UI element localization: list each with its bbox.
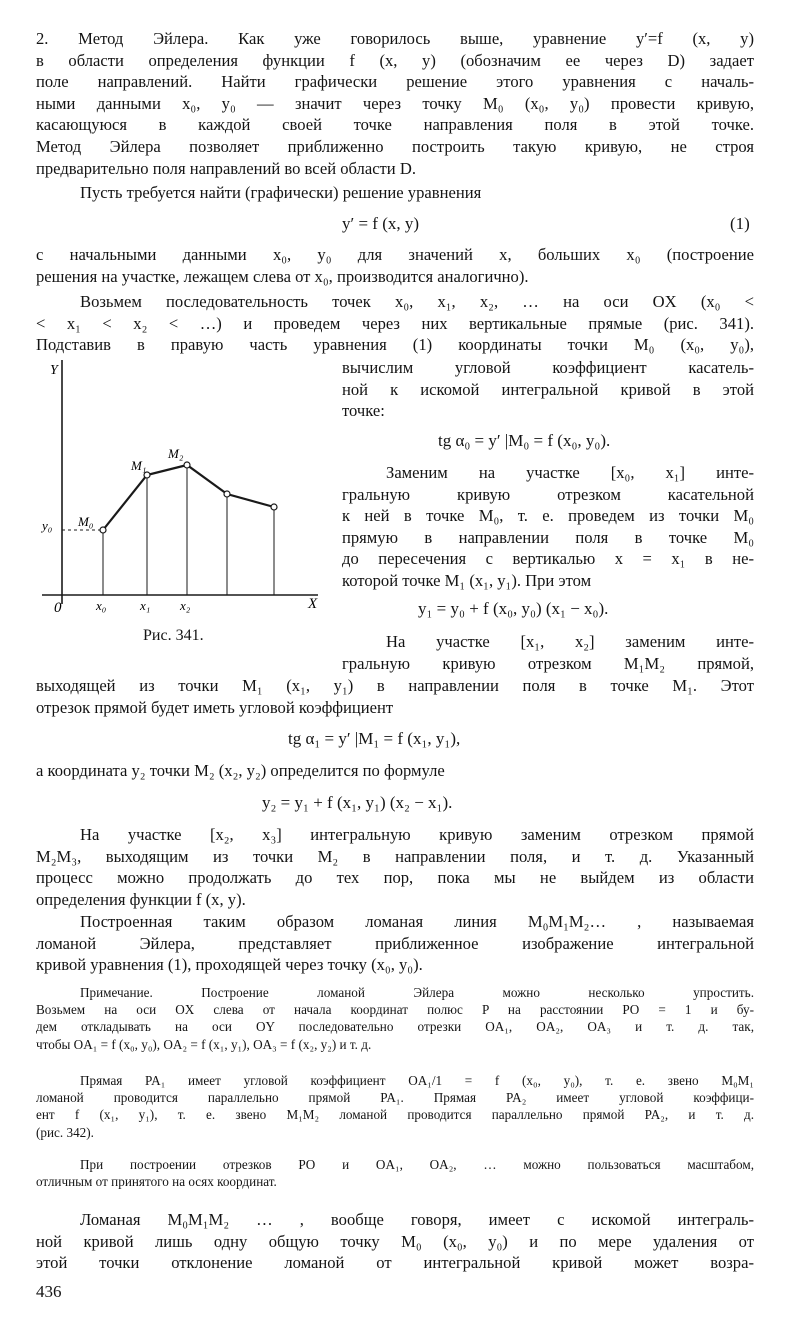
text-line: точке: bbox=[342, 401, 385, 421]
text-line: в области определения функции f (x, y) (обозначим ее через D) задает bbox=[36, 50, 754, 70]
paragraph-next-segment-cont bbox=[36, 675, 754, 718]
text-line: ломаной Эйлера, представляет приближенное изображение интегральной bbox=[36, 933, 754, 953]
text-line: Примечание. Построение ломаной Эйлера можно несколько упростить. bbox=[80, 985, 754, 1000]
text-line: Подставив в правую часть уравнения (1) координаты точки M₀ (x₀, y₀), bbox=[36, 335, 754, 355]
label-x2: x₂ bbox=[180, 598, 191, 613]
note-scale bbox=[36, 1156, 754, 1190]
text-line: процесс можно продолжать до тех пор, пока мы не выйдем из области bbox=[36, 868, 754, 888]
label-x0: x₀ bbox=[96, 598, 107, 613]
text-line: кривой уравнения (1), проходящей через точку (x₀, y₀). bbox=[36, 955, 423, 975]
text-line: поле направлений. Найти графически решение этого уравнения с началь- bbox=[36, 72, 754, 92]
text-line: а координата y₂ точки M₂ (x₂, y₂) определится по формуле bbox=[36, 761, 445, 780]
text-line: Заменим на участке [x₀, x₁] инте- bbox=[386, 463, 754, 482]
text-line: до пересечения с вертикалью x = x₁ в не- bbox=[342, 549, 754, 569]
label-m1: M₁ bbox=[131, 458, 147, 473]
equation-y2: y₂ = y₁ + f (x₁, y₁) (x₂ − x₁). bbox=[262, 793, 453, 812]
paragraph-sequence bbox=[36, 291, 754, 356]
text-line: прямую в направлении поля в точке M₀ bbox=[342, 527, 754, 547]
text-line: отрезок прямой будет иметь угловой коэффициент bbox=[36, 697, 394, 717]
paragraph-y2 bbox=[36, 760, 754, 782]
label-m2: M₂ bbox=[168, 446, 184, 461]
origin-label: 0 bbox=[54, 600, 62, 616]
text-line: отличным от принятого на осях координат. bbox=[36, 1174, 277, 1190]
paragraph-euler-method-intro bbox=[36, 28, 754, 179]
text-line: Пусть требуется найти (графически) решение уравнения bbox=[80, 183, 482, 202]
label-m0: M₀ bbox=[78, 514, 94, 529]
paragraph-next-segment bbox=[342, 631, 754, 674]
text-line: M₂M₃, выходящим из точки M₂ в направлении поля, и т. д. Указанный bbox=[36, 846, 754, 866]
note-slope bbox=[36, 1072, 754, 1141]
text-line: ломаной проводится параллельно прямой PA₁. Прямая PA₂ имеет угловой коэффици- bbox=[36, 1090, 754, 1106]
label-y0: y₀ bbox=[42, 518, 53, 533]
euler-polyline bbox=[103, 465, 274, 530]
note-simplification bbox=[36, 984, 754, 1053]
paragraph-continue-process bbox=[36, 824, 754, 910]
text-line: ной к искомой интегральной кривой в этой bbox=[342, 379, 754, 399]
text-line: предварительно поля направлений во всей области D. bbox=[36, 158, 416, 178]
page-number: 436 bbox=[36, 1282, 62, 1301]
text-line: Ломаная M₀M₁M₂ … , вообще говоря, имеет с искомой интеграль- bbox=[80, 1210, 754, 1229]
text-line: (рис. 342). bbox=[36, 1124, 94, 1140]
point-m3 bbox=[224, 491, 230, 497]
text-line: Прямая PA₁ имеет угловой коэффициент OA₁/1 = f (x₀, y₀), т. е. звено M₀M₁ bbox=[80, 1073, 754, 1088]
figure-341-euler-polyline bbox=[36, 352, 336, 622]
figure-caption: Рис. 341. bbox=[143, 627, 204, 644]
text-line: гральную кривую отрезком M₁M₂ прямой, bbox=[342, 653, 754, 673]
equation-1: y′ = f (x, y) bbox=[342, 214, 420, 233]
text-line: выходящей из точки M₁ (x₁, y₁) в направлении поля в точке M₁. Этот bbox=[36, 676, 754, 695]
text-line: Возьмем последовательность точек x₀, x₁, x₂, … на оси OX (x₀ < bbox=[80, 292, 754, 311]
point-m0 bbox=[100, 527, 106, 533]
text-line: < x₁ < x₂ < …) и проведем через них вертикальные прямые (рис. 341). bbox=[36, 313, 754, 333]
paragraph-replace-tangent bbox=[342, 462, 754, 592]
text-line: касающуюся в каждой своей точке направления поля в этой точке. bbox=[36, 115, 754, 135]
paragraph-slope-compute bbox=[342, 357, 754, 422]
text-line: к ней в точке M₀, т. е. проведем из точки M₀ bbox=[342, 506, 754, 526]
text-line: дем откладывать на оси OY последовательно отрезки OA₁, OA₂, OA₃ и т. д. так, bbox=[36, 1019, 754, 1035]
text-line: Метод Эйлера позволяет приближенно построить такую кривую, не строя bbox=[36, 136, 754, 156]
text-line: На участке [x₂, x₃] интегральную кривую заменим отрезком прямой bbox=[80, 825, 754, 844]
equation-tg-alpha1: tg α₁ = y′ |M₁ = f (x₁, y₁), bbox=[288, 729, 461, 748]
label-x1: x₁ bbox=[140, 598, 151, 613]
text-line: ными данными x₀, y₀ — значит через точку M₀ (x₀, y₀) провести кривую, bbox=[36, 93, 754, 113]
paragraph-task bbox=[80, 182, 754, 204]
text-line: чтобы OA₁ = f (x₀, y₀), OA₂ = f (x₁, y₁), OA₃ = f (x₂, y₂) и т. д. bbox=[36, 1036, 372, 1052]
text-line: которой точке M₁ (x₁, y₁). При этом bbox=[342, 570, 592, 590]
equation-1-number: (1) bbox=[730, 214, 750, 233]
text-line: ент f (x₁, y₁), т. е. звено M₁M₂ ломаной проводится параллельно прямой PA₂, и т. д. bbox=[36, 1107, 754, 1123]
text-line: 2. Метод Эйлера. Как уже говорилось выше, уравнение y′=f (x, y) bbox=[36, 29, 754, 48]
point-m2 bbox=[184, 462, 190, 468]
text-line: гральную кривую отрезком касательной bbox=[342, 484, 754, 504]
text-line: На участке [x₁, x₂] заменим инте- bbox=[386, 632, 754, 651]
paragraph-euler-polyline bbox=[36, 911, 754, 976]
equation-y1: y₁ = y₀ + f (x₀, y₀) (x₁ − x₀). bbox=[418, 599, 609, 618]
paragraph-initial-data bbox=[36, 244, 754, 287]
text-line: определения функции f (x, y). bbox=[36, 889, 246, 909]
text-line: При построении отрезков PO и OA₁, OA₂, … можно пользоваться масштабом, bbox=[80, 1157, 754, 1172]
text-line: этой точки отклонение ломаной от интегральной кривой может возра- bbox=[36, 1253, 754, 1273]
y-axis-label: Y bbox=[50, 363, 58, 378]
paragraph-deviation bbox=[36, 1209, 754, 1274]
text-line: с начальными данными x₀, y₀ для значений x, больших x₀ (построение bbox=[36, 245, 754, 264]
text-line: Построенная таким образом ломаная линия M₀M₁M₂… , называемая bbox=[80, 912, 754, 931]
x-axis-label: X bbox=[308, 596, 318, 612]
text-line: вычислим угловой коэффициент касатель- bbox=[342, 358, 754, 377]
text-line: ной кривой лишь одну общую точку M₀ (x₀, y₀) и по мере удаления от bbox=[36, 1231, 754, 1251]
text-line: Возьмем на оси OX слева от начала координат полюс P на расстоянии PO = 1 и бу- bbox=[36, 1002, 754, 1018]
point-m4 bbox=[271, 504, 277, 510]
text-line: решения на участке, лежащем слева от x₀, производится аналогично). bbox=[36, 266, 529, 286]
equation-tg-alpha0: tg α₀ = y′ |M₀ = f (x₀, y₀). bbox=[438, 431, 611, 450]
